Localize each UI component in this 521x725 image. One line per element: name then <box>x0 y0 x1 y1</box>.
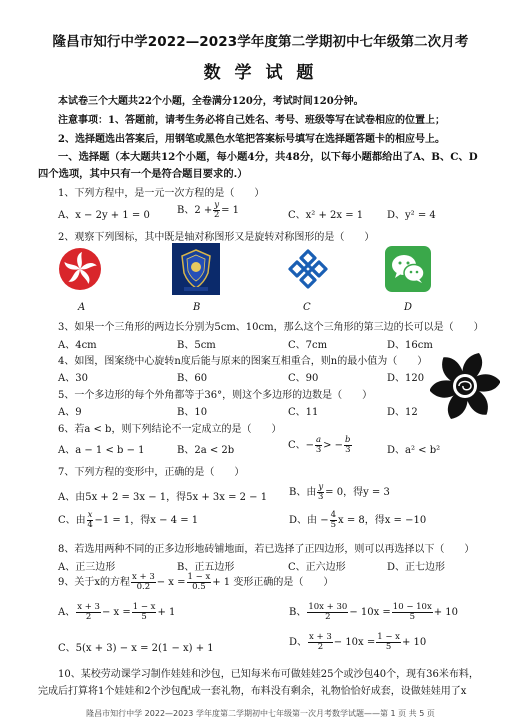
q5-option-c: C、11 <box>288 407 319 418</box>
q3-option-a: A、4cm <box>58 340 97 351</box>
q3-option-d: D、16cm <box>387 340 433 351</box>
police-badge-icon <box>172 243 220 295</box>
q7-option-a: A、由5x + 2 = 3x − 1，得5x + 3x = 2 − 1 <box>58 492 268 503</box>
q2-label-c: C <box>303 302 311 313</box>
q7-option-b: B、由 $\frac{y}{3}$ = 0，得y = 3 <box>289 482 390 502</box>
q1-stem: 1、下列方程中，是一元一次方程的是（ ） <box>58 188 265 199</box>
q1-option-c: C、x² + 2x = 1 <box>288 210 364 221</box>
q1-option-b: B、2 + $\frac{y}{2}$ = 1 <box>177 200 240 220</box>
q7-option-d: D、由 − $\frac{4}{5}$ x = 8，得x = −10 <box>289 510 427 530</box>
q2-label-b: B <box>193 302 201 313</box>
wechat-icon <box>385 246 431 292</box>
q4-option-b: B、60 <box>177 373 208 384</box>
note-line-3: 2、选择题选出答案后，用钢笔或黑色水笔把答案标号填写在选择题答题卡的相应号上。 <box>58 134 445 145</box>
q5-option-d: D、12 <box>387 407 418 418</box>
q4-option-c: C、90 <box>288 373 319 384</box>
q6-option-a: A、a − 1 < b − 1 <box>58 445 145 456</box>
q5-stem: 5、一个多边形的每个外角都等于36°，则这个多边形的边数是（ ） <box>58 390 373 401</box>
china-unicom-knot-icon <box>283 247 333 291</box>
q8-option-b: B、正五边形 <box>177 562 235 573</box>
section-heading-line1: 一、选择题（本大题共12个小题，每小题4分，共48分，以下每小题都给出了A、B、C、D <box>58 151 478 163</box>
exam-title: 隆昌市知行中学2022—2023学年度第二学期初中七年级第二次月考 <box>52 34 469 50</box>
q7-option-c: C、由 $\frac{x}{4}$ −1 = 1，得x − 4 = 1 <box>58 510 199 530</box>
q6-option-b: B、2a < 2b <box>177 445 235 456</box>
q4-stem: 4、如图，图案绕中心旋转n度后能与原来的图案互相重合，则n的最小值为（ ） <box>58 356 428 367</box>
q8-option-a: A、正三边形 <box>58 562 116 573</box>
q10-line-2: 完成后打算将1个娃娃和2个沙包配成一套礼物，布料没有剩余，礼物恰恰好成套，设做娃娃用了x <box>38 686 467 697</box>
q9-option-a: A、 $\frac{x + 3}{2}$ − x = $\frac{1 - x}{5}$ + 1 <box>58 602 176 622</box>
q9-option-d: D、 $\frac{x + 3}{2}$ − 10x = $\frac{1 - x}{5}$ + 10 <box>289 632 427 652</box>
q4-option-a: A、30 <box>58 373 88 384</box>
q9-option-c: C、5(x + 3) − x = 2(1 − x) + 1 <box>58 643 214 654</box>
q5-option-a: A、9 <box>58 407 82 418</box>
page-footer: 隆昌市知行中学 2022—2023 学年度第二学期初中七年级第一次月考数学试题——第 1 页 共 5 页 <box>86 709 435 718</box>
q6-option-c: C、− $\frac{a}{3}$ > − $\frac{b}{3}$ <box>288 435 351 455</box>
q3-stem: 3、如果一个三角形的两边长分别为5cm、10cm，那么这个三角形的第三边的长可以是（ ） <box>58 322 484 333</box>
section-heading-line2: 四个选项，其中只有一个是符合题目要求的.） <box>38 168 248 180</box>
q6-option-d: D、a² < b² <box>387 445 441 456</box>
q3-option-b: B、5cm <box>177 340 216 351</box>
q1-option-a: A、x − 2y + 1 = 0 <box>58 210 150 221</box>
q6-stem: 6、若a < b，则下列结论不一定成立的是（ ） <box>58 424 282 435</box>
q5-option-b: B、10 <box>177 407 208 418</box>
q1-option-d: D、y² = 4 <box>387 210 436 221</box>
note-line-1: 本试卷三个大题共22个小题，全卷满分120分，考试时间120分钟。 <box>58 96 364 107</box>
q10-line-1: 10、某校劳动课学习制作娃娃和沙包，已知每米布可做娃娃25个或沙包40个，现有36米布料， <box>58 669 479 680</box>
q4-option-d: D、120 <box>387 373 425 384</box>
note-line-2: 注意事项：1、答题前，请考生务必将自己姓名、考号、班级等写在试卷相应的位置上； <box>58 115 445 126</box>
q7-stem: 7、下列方程的变形中，正确的是（ ） <box>58 467 245 478</box>
q8-option-c: C、正六边形 <box>288 562 346 573</box>
q2-label-a: A <box>78 302 86 313</box>
exam-subtitle: 数 学 试 题 <box>203 63 318 83</box>
q9-option-b: B、 $\frac{10x + 30}{2}$ − 10x = $\frac{10 - 10x}{5}$ + 10 <box>289 602 459 622</box>
q9-stem: 9、关于x的方程 $\frac{x + 3}{0.2}$ − x = $\frac{1 - x}{0.5}$ + 1 变形正确的是（ ） <box>58 572 334 592</box>
rotational-pattern-figure <box>430 350 500 422</box>
q3-option-c: C、7cm <box>288 340 328 351</box>
q8-stem: 8、若选用两种不同的正多边形地砖铺地面，若已选择了正四边形，则可以再选择以下（ ） <box>58 544 475 555</box>
hk-bauhinia-icon <box>58 247 102 291</box>
q2-stem: 2、观察下列图标，其中既是轴对称图形又是旋转对称图形的是（ ） <box>58 232 375 243</box>
q2-label-d: D <box>404 302 413 313</box>
q8-option-d: D、正七边形 <box>387 562 446 573</box>
